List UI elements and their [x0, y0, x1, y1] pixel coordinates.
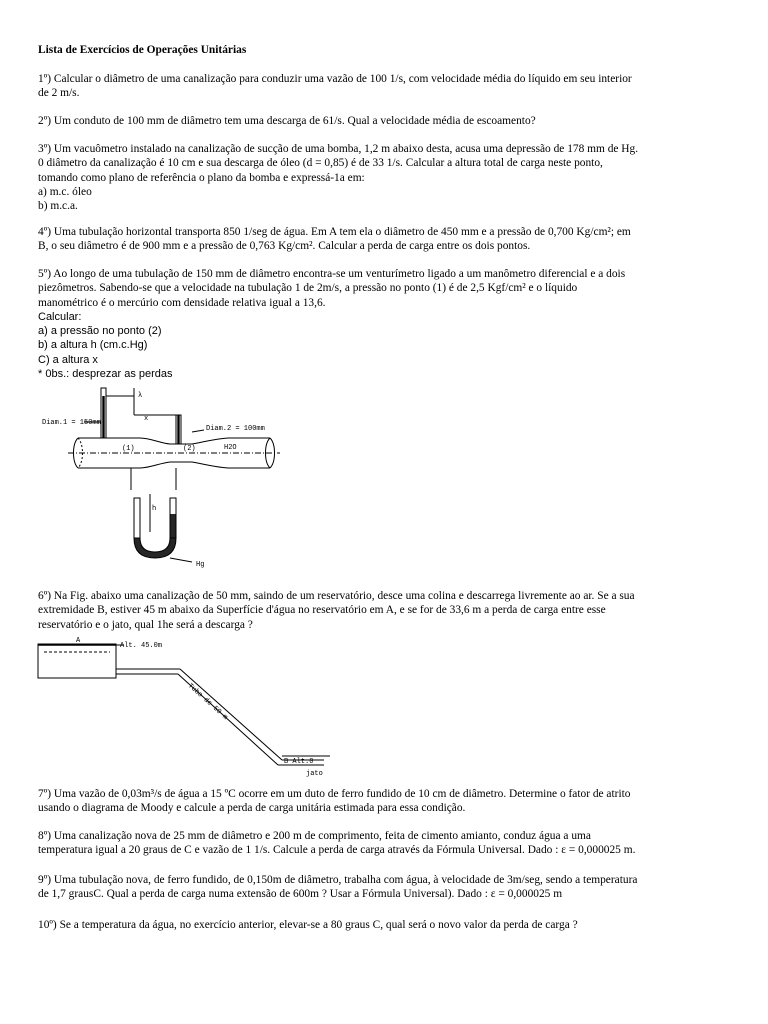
question-9	[38, 873, 750, 902]
question-3	[38, 142, 750, 213]
question-8-line-2: temperatura igual a 20 graus de C e vazão de 1 1/s. Calcule a perda de carga através da Fórmula Universal. Dado : ε = 0,000025 m.	[38, 844, 636, 857]
question-5-line-1: 5º) Ao longo de uma tubulação de 150 mm de diâmetro encontra-se um venturímetro ligado a um manômetro diferencial e a dois	[38, 268, 626, 280]
question-6	[38, 589, 750, 632]
point-a-label: A	[76, 637, 81, 645]
diameter-2-label: Diam.2 = 100mm	[206, 425, 265, 433]
question-5-line-3: manométrico é o mercúrio com densidade relativa igual a 13,6.	[38, 296, 326, 309]
question-3-line-4: a) m.c. óleo	[38, 185, 92, 198]
reservoir-figure	[38, 636, 338, 781]
question-6-line-2: extremidade B, estiver 45 m abaixo da Superfície d'água no reservatório em A, e se for de 33,6 m a perda de carga entre esse	[38, 604, 606, 617]
fluid-label: H2O	[224, 444, 237, 452]
question-3-line-1: 3º) Um vacuômetro instalado na canalização de sucção de uma bomba, 1,2 m abaixo desta, acusa uma depressão de 178 mm de Hg.	[38, 143, 639, 155]
question-5	[38, 267, 750, 381]
question-5-line-2: piezômetros. Sabendo-se que a velocidade na tubulação 1 de 2m/s, a pressão no ponto (1) é de 2,5 Kgf/cm² e o líquido	[38, 282, 578, 295]
question-8	[38, 829, 750, 858]
question-10-line-1: 10º) Se a temperatura da água, no exercício anterior, elevar-se a 80 graus C, qual será o novo valor da perda de carga ?	[38, 919, 578, 931]
question-2	[38, 114, 750, 128]
elevation-b-label: B Alt.0	[284, 758, 314, 766]
pipe-label: Tubo de 50 m	[185, 682, 229, 722]
question-9-line-2: de 1,7 grausC. Qual a perda de carga numa extensão de 600m ? Usar a Fórmula Universal). Dado : ε = 0,000025 m	[38, 888, 563, 901]
diameter-1-label: Diam.1 = 150mm	[42, 419, 101, 427]
question-5-line-7: C) a altura x	[38, 353, 98, 366]
point-1-label: (1)	[122, 445, 135, 453]
hg-label: Hg	[196, 561, 205, 569]
h-label: h	[152, 505, 157, 513]
question-2-line-1: 2º) Um conduto de 100 mm de diâmetro tem uma descarga de 61/s. Qual a velocidade média de escoamento?	[38, 115, 536, 127]
jet-label: jato	[306, 770, 323, 778]
question-8-line-1: 8º) Uma canalização nova de 25 mm de diâmetro e 200 m de comprimento, feita de cimento amianto, conduz água a uma	[38, 830, 591, 842]
venturi-figure	[38, 382, 298, 572]
question-5-line-5: a) a pressão no ponto (2)	[38, 325, 162, 338]
question-7	[38, 787, 750, 816]
question-6-line-3: reservatório e o jato, qual 1he será a descarga ?	[38, 618, 253, 631]
question-7-line-2: usando o diagrama de Moody e calcule a perda de carga unitária estimada para essa condição.	[38, 802, 466, 815]
question-1-line-1: 1º) Calcular o diâmetro de uma canalização para conduzir uma vazão de 100 1/s, com velocidade média do líquido em seu interior	[38, 73, 632, 85]
question-3-line-2: 0 diâmetro da canalização é 10 cm e sua descarga de óleo (d = 0,85) é de 33 1/s. Calcular a altura total de carga neste ponto,	[38, 157, 603, 170]
page-title: Lista de Exercícios de Operações Unitárias	[38, 44, 247, 56]
point-2-label: (2)	[183, 445, 196, 453]
question-10	[38, 918, 750, 932]
question-4-line-2: B, o seu diâmetro é de 900 mm e a pressão de 0,763 Kg/cm². Calcular a perda de carga entre os dois pontos.	[38, 240, 531, 253]
question-1	[38, 72, 750, 101]
question-5-line-4: Calcular:	[38, 310, 82, 323]
question-1-line-2: de 2 m/s.	[38, 87, 80, 100]
lambda-mark: λ	[138, 392, 143, 400]
question-7-line-1: 7º) Uma vazão de 0,03m³/s de água a 15 ºC ocorre em um duto de ferro fundido de 10 cm de diâmetro. Determine o fator de atrito	[38, 788, 631, 800]
x-label: x	[144, 415, 149, 423]
question-3-line-3: tomando como plano de referência o plano da bomba e expressá-1a em:	[38, 171, 365, 184]
question-5-line-8: * 0bs.: desprezar as perdas	[38, 368, 173, 381]
question-3-line-5: b) m.c.a.	[38, 200, 78, 213]
elevation-a-label: Alt. 45.0m	[120, 642, 163, 650]
question-5-line-6: b) a altura h (cm.c.Hg)	[38, 339, 148, 352]
question-4-line-1: 4º) Uma tubulação horizontal transporta 850 1/seg de água. Em A tem ela o diâmetro de 450 mm e a pressão de 0,700 Kg/cm²; em	[38, 226, 631, 238]
question-9-line-1: 9º) Uma tubulação nova, de ferro fundido, de 0,150m de diâmetro, trabalha com água, à velocidade de 3m/seg, sendo a temperatura	[38, 874, 638, 886]
question-6-line-1: 6º) Na Fig. abaixo uma canalização de 50 mm, saindo de um reservatório, desce uma colina e descarrega livremente ao ar. Se a sua	[38, 590, 635, 602]
question-4	[38, 225, 750, 254]
